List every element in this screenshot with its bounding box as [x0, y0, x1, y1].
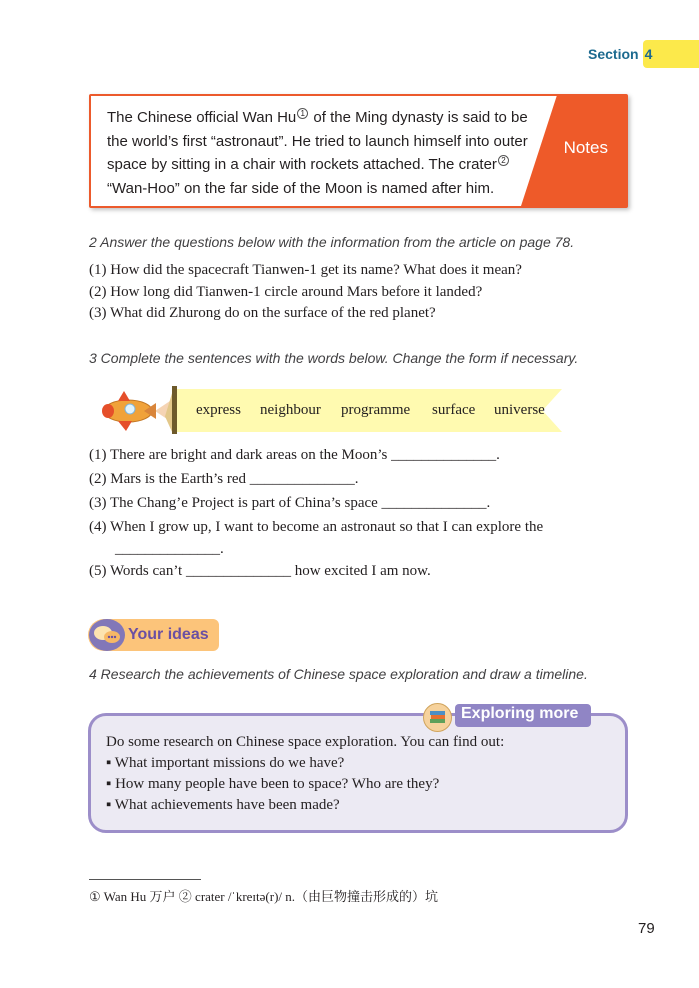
- notes-label: Notes: [563, 138, 608, 157]
- notes-line4: “Wan-Hoo” on the far side of the Moon is named after him.: [107, 179, 495, 197]
- footnote-marker-1: 1: [297, 108, 308, 119]
- footnote-rule: [89, 879, 201, 880]
- exploring-more-bullet-text: What important missions do we have?: [114, 755, 345, 771]
- exercise3-sentence-4-cont: ______________.: [115, 541, 224, 557]
- exercise2-question-1: (1) How did the spacecraft Tianwen-1 get its name? What does it mean?: [89, 262, 522, 278]
- chat-bubbles-icon: [89, 619, 125, 651]
- word-bank-word: surface: [432, 402, 476, 418]
- exercise3-instruction: 3 Complete the sentences with the words below. Change the form if necessary.: [89, 350, 579, 366]
- exercise3-sentence-5: (5) Words can’t ______________ how excited I am now.: [89, 563, 431, 579]
- footnote-marker-2: 2: [498, 155, 509, 166]
- section-tab: [588, 40, 699, 68]
- notes-text: [107, 106, 537, 200]
- notes-line3: space by sitting in a chair with rockets attached. The crater: [107, 156, 497, 173]
- exploring-more-bullet: ▪ How many people have been to space? Who are they?: [106, 776, 440, 792]
- exercise2-instruction: 2 Answer the questions below with the information from the article on page 78.: [89, 234, 575, 250]
- exploring-more-label: Exploring more: [461, 705, 579, 722]
- page-number: 79: [638, 920, 655, 937]
- word-bank-word: universe: [494, 402, 545, 418]
- exercise2-question-2: (2) How long did Tianwen-1 circle around Mars before it landed?: [89, 284, 483, 300]
- word-bank-word: programme: [341, 402, 411, 418]
- word-bank-bar: [172, 386, 177, 434]
- notes-line2: the world’s first “astronaut”. He tried to launch himself into outer: [107, 132, 528, 150]
- section-number: 4: [643, 40, 699, 68]
- exploring-more-bullet: ▪ What achievements have been made?: [106, 797, 340, 813]
- exercise3-sentence-4: (4) When I grow up, I want to become an astronaut so that I can explore the: [89, 519, 544, 535]
- notes-line1-a: The Chinese official Wan Hu: [107, 109, 297, 126]
- word-bank-word: express: [196, 402, 241, 418]
- books-icon: [423, 703, 452, 732]
- footnote: ① Wan Hu 万户 ② crater /ˈkreɪtə(r)/ n.（由巨物撞击形成的）坑: [89, 889, 439, 904]
- cartoon-plane-icon: [100, 389, 170, 433]
- word-bank-word: neighbour: [260, 402, 321, 418]
- notes-box: [89, 94, 628, 208]
- exploring-more-box: [88, 713, 628, 833]
- exercise3-sentence-2: (2) Mars is the Earth’s red ______________.: [89, 471, 359, 487]
- exploring-more-bullet: ▪ What important missions do we have?: [106, 755, 345, 771]
- your-ideas-label: Your ideas: [128, 626, 209, 643]
- section-label: Section: [588, 46, 639, 62]
- notes-line1-b: of the Ming dynasty is said to be: [309, 109, 528, 126]
- exploring-more-bullet-text: What achievements have been made?: [114, 797, 340, 813]
- exploring-more-intro: Do some research on Chinese space exploration. You can find out:: [106, 734, 505, 750]
- exercise2-question-3: (3) What did Zhurong do on the surface of the red planet?: [89, 305, 436, 321]
- exercise4-instruction: 4 Research the achievements of Chinese space exploration and draw a timeline.: [89, 666, 588, 682]
- exploring-more-bullet-text: How many people have been to space? Who are they?: [115, 776, 440, 792]
- exercise3-sentence-1: (1) There are bright and dark areas on the Moon’s ______________.: [89, 447, 500, 463]
- exercise3-sentence-3: (3) The Chang’e Project is part of China’s space ______________.: [89, 495, 491, 511]
